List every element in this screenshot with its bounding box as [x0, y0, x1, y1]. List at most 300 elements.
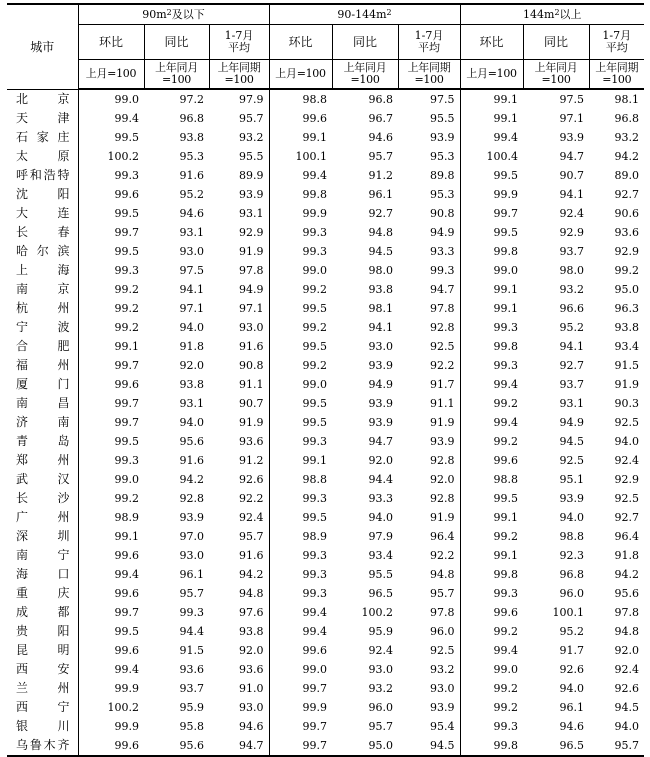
index-value: 99.6: [78, 641, 144, 660]
city-name: 大连: [16, 206, 70, 220]
index-value: 93.0: [179, 549, 204, 562]
index-value: 92.4: [559, 207, 585, 220]
index-value: 92.9: [614, 245, 640, 258]
city-name: 哈尔滨: [16, 244, 70, 258]
city-name: 兰州: [16, 681, 70, 695]
index-value: 94.0: [559, 511, 585, 524]
unit-header: 上年同月 =100: [523, 60, 589, 90]
index-value: 91.6: [239, 340, 264, 353]
index-value: 95.3: [430, 188, 455, 201]
index-value: 92.0: [239, 644, 264, 657]
index-value: 93.9: [368, 359, 394, 372]
index-value: 95.5: [239, 150, 264, 163]
city-name: 厦门: [16, 377, 70, 391]
table-row: [7, 242, 644, 261]
city-name: 武汉: [16, 472, 70, 486]
table-row: [7, 508, 644, 527]
index-value: 99.4: [269, 603, 332, 622]
index-value: 99.3: [78, 261, 144, 280]
table-row: [7, 717, 644, 736]
table-row: [7, 261, 644, 280]
index-value: 91.1: [430, 397, 455, 410]
index-value: 99.5: [460, 166, 523, 185]
index-value: 98.8: [269, 89, 332, 109]
index-value: 96.7: [368, 112, 394, 125]
index-value: 99.9: [269, 698, 332, 717]
index-value: 93.9: [179, 511, 204, 524]
index-value: 99.2: [460, 698, 523, 717]
index-value: 94.9: [239, 283, 264, 296]
index-value: 95.6: [614, 587, 640, 600]
index-value: 92.6: [614, 682, 640, 695]
index-value: 92.7: [368, 207, 394, 220]
index-value: 95.7: [368, 720, 394, 733]
measure-header: 环比: [460, 25, 523, 60]
index-value: 99.2: [614, 264, 640, 277]
index-value: 100.1: [269, 147, 332, 166]
index-value: 99.4: [460, 375, 523, 394]
index-value: 96.1: [368, 188, 394, 201]
index-value: 96.4: [614, 530, 640, 543]
index-value: 94.0: [368, 511, 394, 524]
index-value: 92.0: [614, 644, 640, 657]
index-value: 95.7: [179, 587, 204, 600]
index-value: 93.1: [179, 226, 204, 239]
table-row: [7, 736, 644, 756]
index-value: 92.8: [430, 492, 455, 505]
city-name: 长春: [16, 225, 70, 239]
index-value: 99.9: [78, 717, 144, 736]
index-value: 99.6: [78, 546, 144, 565]
index-value: 99.4: [460, 128, 523, 147]
unit-header: 上年同期 =100: [398, 60, 460, 90]
index-value: 95.9: [179, 701, 204, 714]
index-value: 96.0: [559, 587, 585, 600]
index-value: 97.0: [179, 530, 204, 543]
subheader-row: [7, 25, 644, 60]
city-name: 北京: [16, 91, 70, 106]
index-value: 96.5: [523, 736, 589, 756]
index-value: 96.1: [179, 568, 204, 581]
index-value: 89.8: [430, 169, 455, 182]
index-value: 99.3: [269, 242, 332, 261]
city-name: 长沙: [16, 491, 70, 505]
index-value: 92.6: [239, 473, 264, 486]
index-value: 89.9: [239, 169, 264, 182]
index-value: 94.8: [614, 625, 640, 638]
index-value: 99.2: [78, 318, 144, 337]
index-value: 94.2: [179, 473, 204, 486]
index-value: 99.1: [78, 527, 144, 546]
index-value: 99.6: [78, 185, 144, 204]
index-value: 99.4: [460, 413, 523, 432]
index-value: 93.0: [368, 340, 394, 353]
index-value: 99.1: [460, 299, 523, 318]
index-value: 93.6: [614, 226, 640, 239]
index-value: 99.3: [269, 546, 332, 565]
index-value: 93.6: [239, 663, 264, 676]
index-value: 100.2: [78, 698, 144, 717]
index-value: 95.3: [179, 150, 204, 163]
city-name: 西安: [16, 662, 70, 676]
index-value: 99.5: [269, 508, 332, 527]
index-value: 99.7: [78, 356, 144, 375]
index-value: 93.2: [239, 131, 264, 144]
table-row: [7, 413, 644, 432]
index-value: 95.7: [368, 150, 394, 163]
index-value: 91.6: [239, 549, 264, 562]
index-value: 98.9: [269, 527, 332, 546]
city-name: 天津: [16, 111, 70, 125]
index-value: 99.3: [460, 717, 523, 736]
index-value: 98.0: [559, 264, 585, 277]
index-value: 93.2: [430, 663, 455, 676]
index-value: 97.8: [614, 606, 640, 619]
index-value: 94.0: [179, 321, 204, 334]
city-name: 成都: [16, 605, 70, 619]
index-value: 94.7: [430, 283, 455, 296]
index-value: 91.2: [239, 454, 264, 467]
city-name: 广州: [16, 510, 70, 524]
table-row: [7, 489, 644, 508]
city-name: 海口: [16, 567, 70, 581]
index-value: 97.9: [239, 93, 264, 106]
index-value: 99.3: [460, 584, 523, 603]
index-value: 98.0: [368, 264, 394, 277]
index-value: 93.9: [559, 492, 585, 505]
index-value: 93.6: [239, 435, 264, 448]
index-value: 99.7: [269, 679, 332, 698]
index-value: 100.2: [361, 606, 394, 619]
index-value: 92.5: [614, 416, 640, 429]
index-value: 97.8: [430, 302, 455, 315]
table-row: [7, 337, 644, 356]
index-value: 91.9: [239, 245, 264, 258]
index-value: 93.9: [368, 416, 394, 429]
index-value: 93.0: [179, 245, 204, 258]
table-row: [7, 451, 644, 470]
index-value: 92.4: [239, 511, 264, 524]
table-row: [7, 679, 644, 698]
index-value: 97.2: [179, 93, 204, 106]
index-value: 91.9: [430, 511, 455, 524]
index-value: 95.5: [368, 568, 394, 581]
group-header-large: $144m^2$以上: [460, 4, 644, 25]
index-value: 95.7: [239, 530, 264, 543]
index-value: 95.4: [430, 720, 455, 733]
index-value: 90.8: [430, 207, 455, 220]
index-value: 93.8: [179, 131, 204, 144]
city-name: 昆明: [16, 643, 70, 657]
index-value: 93.9: [239, 188, 264, 201]
index-value: 96.0: [430, 625, 455, 638]
index-value: 95.6: [179, 435, 204, 448]
index-value: 99.1: [460, 280, 523, 299]
index-value: 93.0: [239, 701, 264, 714]
index-value: 99.3: [460, 356, 523, 375]
index-value: 99.1: [269, 451, 332, 470]
index-value: 92.0: [179, 359, 204, 372]
table-row: [7, 641, 644, 660]
index-value: 98.8: [460, 470, 523, 489]
measure-header: 同比: [144, 25, 209, 60]
index-value: 93.0: [239, 321, 264, 334]
index-value: 94.9: [368, 378, 394, 391]
table-row: [7, 204, 644, 223]
table-row: [7, 89, 644, 109]
index-value: 94.6: [239, 720, 264, 733]
measure-header: 环比: [78, 25, 144, 60]
index-value: 95.2: [179, 188, 204, 201]
index-value: 92.8: [430, 454, 455, 467]
index-value: 94.6: [368, 131, 394, 144]
index-value: 94.7: [559, 150, 585, 163]
price-index-table: [7, 3, 644, 757]
index-value: 91.7: [430, 378, 455, 391]
index-value: 98.9: [78, 508, 144, 527]
table-row: [7, 280, 644, 299]
index-value: 94.1: [559, 340, 585, 353]
index-value: 94.8: [430, 568, 455, 581]
index-value: 99.1: [460, 89, 523, 109]
index-value: 92.8: [430, 321, 455, 334]
index-value: 99.3: [269, 223, 332, 242]
index-value: 99.3: [78, 166, 144, 185]
index-value: 95.7: [589, 736, 644, 756]
index-value: 98.1: [368, 302, 394, 315]
index-value: 91.2: [368, 169, 394, 182]
city-name: 重庆: [16, 586, 70, 600]
index-value: 99.6: [269, 109, 332, 128]
index-value: 91.5: [614, 359, 640, 372]
index-value: 94.6: [559, 720, 585, 733]
city-column-header: 城市: [7, 4, 78, 89]
city-name: 太原: [16, 149, 70, 163]
index-value: 97.1: [239, 302, 264, 315]
index-value: 99.5: [269, 337, 332, 356]
index-value: 98.8: [559, 530, 585, 543]
index-value: 94.2: [614, 150, 640, 163]
city-name: 深圳: [16, 529, 70, 543]
index-value: 93.9: [430, 435, 455, 448]
city-name: 杭州: [16, 301, 70, 315]
index-value: 94.5: [398, 736, 460, 756]
index-value: 95.3: [430, 150, 455, 163]
index-value: 97.1: [559, 112, 585, 125]
index-value: 94.0: [179, 416, 204, 429]
index-value: 94.0: [559, 682, 585, 695]
unit-header: 上月=100: [460, 60, 523, 90]
index-value: 99.2: [269, 318, 332, 337]
index-value: 99.1: [460, 546, 523, 565]
index-value: 95.0: [614, 283, 640, 296]
index-value: 99.9: [78, 679, 144, 698]
index-value: 99.4: [78, 660, 144, 679]
index-value: 99.8: [460, 565, 523, 584]
index-value: 91.5: [179, 644, 204, 657]
table-header: [7, 4, 644, 89]
index-value: 100.1: [552, 606, 585, 619]
table-row: [7, 432, 644, 451]
index-value: 99.5: [78, 432, 144, 451]
city-name: 南宁: [16, 548, 70, 562]
index-value: 97.8: [430, 606, 455, 619]
index-value: 94.1: [368, 321, 394, 334]
index-value: 92.5: [430, 340, 455, 353]
index-value: 94.7: [209, 736, 269, 756]
index-value: 93.8: [614, 321, 640, 334]
index-value: 95.5: [430, 112, 455, 125]
index-value: 95.8: [179, 720, 204, 733]
index-value: 99.0: [78, 89, 144, 109]
index-value: 99.0: [269, 261, 332, 280]
table-row: [7, 527, 644, 546]
index-value: 93.8: [179, 378, 204, 391]
index-value: 91.9: [430, 416, 455, 429]
index-value: 99.4: [78, 565, 144, 584]
index-value: 99.5: [78, 622, 144, 641]
index-value: 97.8: [239, 264, 264, 277]
index-value: 99.5: [269, 394, 332, 413]
index-value: 98.8: [269, 470, 332, 489]
index-value: 95.2: [559, 321, 585, 334]
index-value: 98.1: [614, 93, 640, 106]
index-value: 93.3: [430, 245, 455, 258]
index-value: 96.8: [559, 568, 585, 581]
unit-header: 上年同期 =100: [589, 60, 644, 90]
index-value: 97.1: [179, 302, 204, 315]
index-value: 99.7: [269, 717, 332, 736]
index-value: 96.4: [430, 530, 455, 543]
measure-header: 1-7月 平均: [209, 25, 269, 60]
measure-header: 环比: [269, 25, 332, 60]
index-value: 94.1: [179, 283, 204, 296]
index-value: 99.3: [179, 606, 204, 619]
group-header-medium: $90-144m^2$: [269, 4, 460, 25]
index-value: 93.6: [179, 663, 204, 676]
table-row: [7, 603, 644, 622]
index-value: 93.7: [179, 682, 204, 695]
index-value: 94.5: [614, 701, 640, 714]
table-row: [7, 223, 644, 242]
index-value: 94.9: [559, 416, 585, 429]
city-name: 郑州: [16, 453, 70, 467]
index-value: 96.0: [368, 701, 394, 714]
measure-header: 1-7月 平均: [398, 25, 460, 60]
table-row: [7, 698, 644, 717]
index-value: 99.1: [269, 128, 332, 147]
index-value: 99.6: [78, 375, 144, 394]
index-value: 91.7: [559, 644, 585, 657]
index-value: 99.8: [460, 736, 523, 756]
index-value: 99.3: [460, 318, 523, 337]
index-value: 93.4: [614, 340, 640, 353]
index-value: 92.9: [614, 473, 640, 486]
city-name: 西宁: [16, 700, 70, 714]
index-value: 94.5: [559, 435, 585, 448]
index-value: 99.8: [460, 242, 523, 261]
index-value: 92.5: [559, 454, 585, 467]
index-value: 96.3: [614, 302, 640, 315]
index-value: 99.2: [78, 299, 144, 318]
index-value: 92.5: [614, 492, 640, 505]
index-value: 99.9: [460, 185, 523, 204]
index-value: 91.9: [239, 416, 264, 429]
index-value: 95.7: [239, 112, 264, 125]
city-name: 乌鲁木齐: [7, 736, 78, 756]
index-value: 90.6: [614, 207, 640, 220]
index-value: 93.0: [430, 682, 455, 695]
table-row: [7, 356, 644, 375]
index-value: 93.3: [368, 492, 394, 505]
index-value: 97.5: [179, 264, 204, 277]
table-row: [7, 546, 644, 565]
index-value: 99.0: [460, 261, 523, 280]
index-value: 99.0: [269, 660, 332, 679]
index-value: 99.0: [269, 375, 332, 394]
index-value: 92.4: [368, 644, 394, 657]
index-value: 99.7: [78, 413, 144, 432]
index-value: 94.7: [368, 435, 394, 448]
index-value: 99.8: [269, 185, 332, 204]
measure-header: 同比: [332, 25, 398, 60]
index-value: 99.6: [269, 641, 332, 660]
index-value: 92.7: [614, 511, 640, 524]
index-value: 93.1: [559, 397, 585, 410]
index-value: 93.8: [368, 283, 394, 296]
index-value: 99.3: [430, 264, 455, 277]
index-value: 92.8: [179, 492, 204, 505]
index-value: 96.5: [368, 587, 394, 600]
index-value: 92.0: [368, 454, 394, 467]
index-value: 93.2: [614, 131, 640, 144]
index-value: 96.8: [614, 112, 640, 125]
index-value: 92.3: [559, 549, 585, 562]
group-header-small: $90m^2$及以下: [78, 4, 269, 25]
index-value: 93.2: [559, 283, 585, 296]
unit-header: 上年同期 =100: [209, 60, 269, 90]
index-value: 90.8: [239, 359, 264, 372]
table-row: [7, 128, 644, 147]
index-value: 92.6: [559, 663, 585, 676]
index-value: 97.9: [368, 530, 394, 543]
index-value: 91.1: [239, 378, 264, 391]
index-value: 93.2: [368, 682, 394, 695]
index-value: 99.2: [460, 527, 523, 546]
index-value: 99.1: [460, 109, 523, 128]
index-value: 99.7: [269, 736, 332, 756]
table-row: [7, 109, 644, 128]
index-value: 99.5: [78, 242, 144, 261]
index-value: 89.0: [614, 169, 640, 182]
table-row: [7, 166, 644, 185]
city-name: 银川: [16, 719, 70, 733]
measure-header: 同比: [523, 25, 589, 60]
index-value: 93.9: [430, 701, 455, 714]
city-name: 合肥: [16, 339, 70, 353]
index-value: 92.9: [559, 226, 585, 239]
table-row: [7, 622, 644, 641]
index-value: 99.5: [78, 128, 144, 147]
index-value: 99.0: [460, 660, 523, 679]
index-value: 94.9: [430, 226, 455, 239]
index-value: 93.9: [559, 131, 585, 144]
index-value: 99.9: [269, 204, 332, 223]
index-value: 91.6: [179, 454, 204, 467]
index-value: 99.2: [269, 356, 332, 375]
index-value: 96.8: [179, 112, 204, 125]
city-name: 青岛: [16, 434, 70, 448]
